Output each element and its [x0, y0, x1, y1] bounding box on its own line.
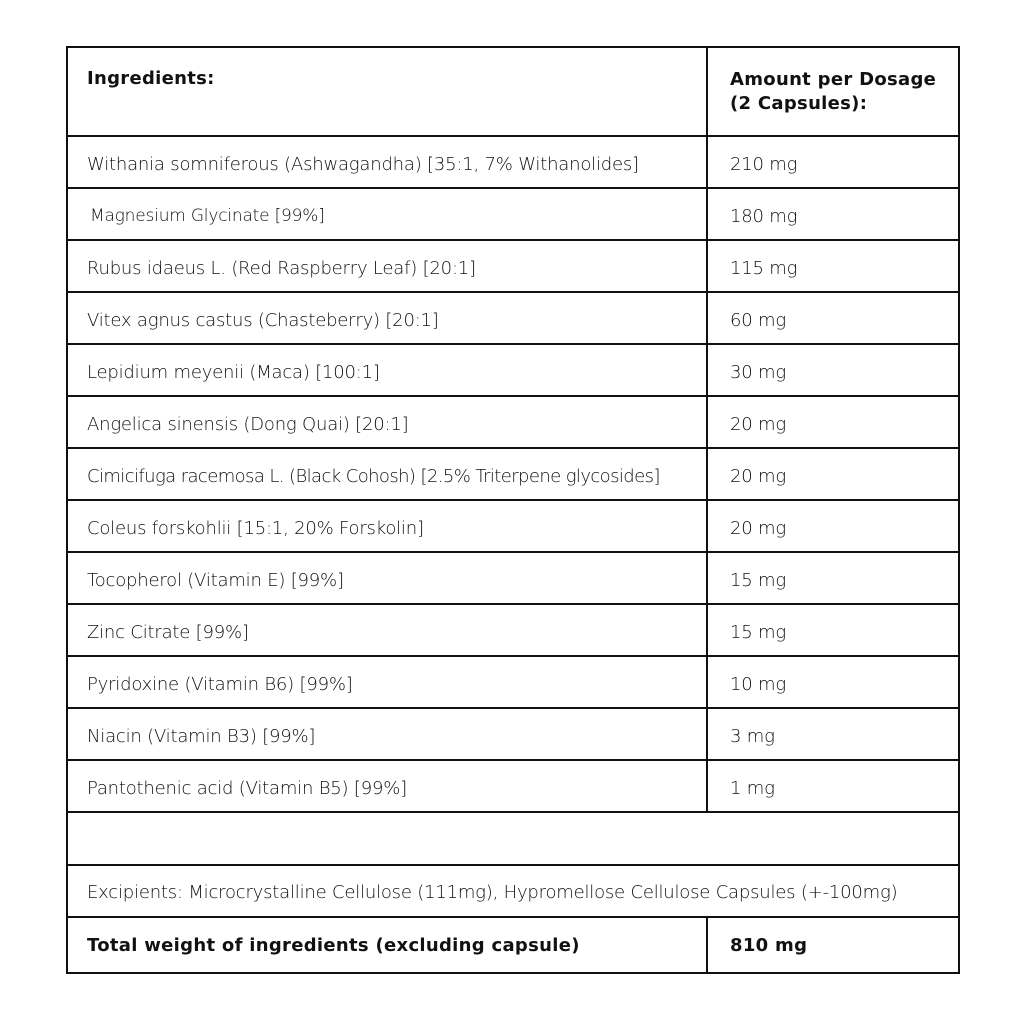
table-row — [67, 500, 959, 552]
ingredient-cell: Pantothenic acid (Vitamin B5) [99%] — [67, 760, 707, 812]
ingredient-cell: Lepidium meyenii (Maca) [100:1] — [67, 344, 707, 396]
ingredient-cell: Tocopherol (Vitamin E) [99%] — [67, 552, 707, 604]
table-row — [67, 708, 959, 760]
amount-cell: 15 mg — [707, 604, 959, 656]
ingredient-cell: Vitex agnus castus (Chasteberry) [20:1] — [67, 292, 707, 344]
total-label: Total weight of ingredients (excluding capsule) — [67, 917, 707, 973]
table-row — [67, 656, 959, 708]
table-row — [67, 396, 959, 448]
ingredient-cell: Magnesium Glycinate [99%] — [67, 188, 707, 240]
table-row — [67, 552, 959, 604]
amount-cell: 210 mg — [707, 136, 959, 188]
amount-cell: 15 mg — [707, 552, 959, 604]
table-row — [67, 448, 959, 500]
table-row — [67, 136, 959, 188]
total-amount: 810 mg — [707, 917, 959, 973]
amount-cell: 1 mg — [707, 760, 959, 812]
table-row — [67, 344, 959, 396]
amount-cell: 180 mg — [707, 188, 959, 240]
amount-cell: 20 mg — [707, 500, 959, 552]
ingredients-table — [66, 46, 960, 974]
table-row — [67, 604, 959, 656]
table-row — [67, 292, 959, 344]
amount-cell: 60 mg — [707, 292, 959, 344]
amount-cell: 3 mg — [707, 708, 959, 760]
amount-cell: 115 mg — [707, 240, 959, 292]
table-row — [67, 240, 959, 292]
total-row — [67, 917, 959, 973]
amount-cell: 10 mg — [707, 656, 959, 708]
amount-cell: 20 mg — [707, 448, 959, 500]
table-row — [67, 760, 959, 812]
empty-row — [67, 812, 959, 865]
empty-cell — [67, 812, 959, 865]
ingredient-cell: Coleus forskohlii [15:1, 20% Forskolin] — [67, 500, 707, 552]
excipients-row — [67, 865, 959, 917]
amount-cell: 30 mg — [707, 344, 959, 396]
ingredients-header: Ingredients: — [67, 47, 707, 136]
ingredient-cell: Angelica sinensis (Dong Quai) [20:1] — [67, 396, 707, 448]
ingredient-cell: Zinc Citrate [99%] — [67, 604, 707, 656]
ingredient-cell: Rubus idaeus L. (Red Raspberry Leaf) [20:1] — [67, 240, 707, 292]
amount-header: Amount per Dosage (2 Capsules): — [707, 47, 959, 136]
table-header-row — [67, 47, 959, 136]
excipients-cell: Excipients: Microcrystalline Cellulose (111mg), Hypromellose Cellulose Capsules (+-100mg) — [67, 865, 959, 917]
amount-cell: 20 mg — [707, 396, 959, 448]
ingredient-cell: Cimicifuga racemosa L. (Black Cohosh) [2.5% Triterpene glycosides] — [67, 448, 707, 500]
ingredient-cell: Niacin (Vitamin B3) [99%] — [67, 708, 707, 760]
ingredient-cell: Withania somniferous (Ashwagandha) [35:1, 7% Withanolides] — [67, 136, 707, 188]
ingredient-cell: Pyridoxine (Vitamin B6) [99%] — [67, 656, 707, 708]
table-row — [67, 188, 959, 240]
